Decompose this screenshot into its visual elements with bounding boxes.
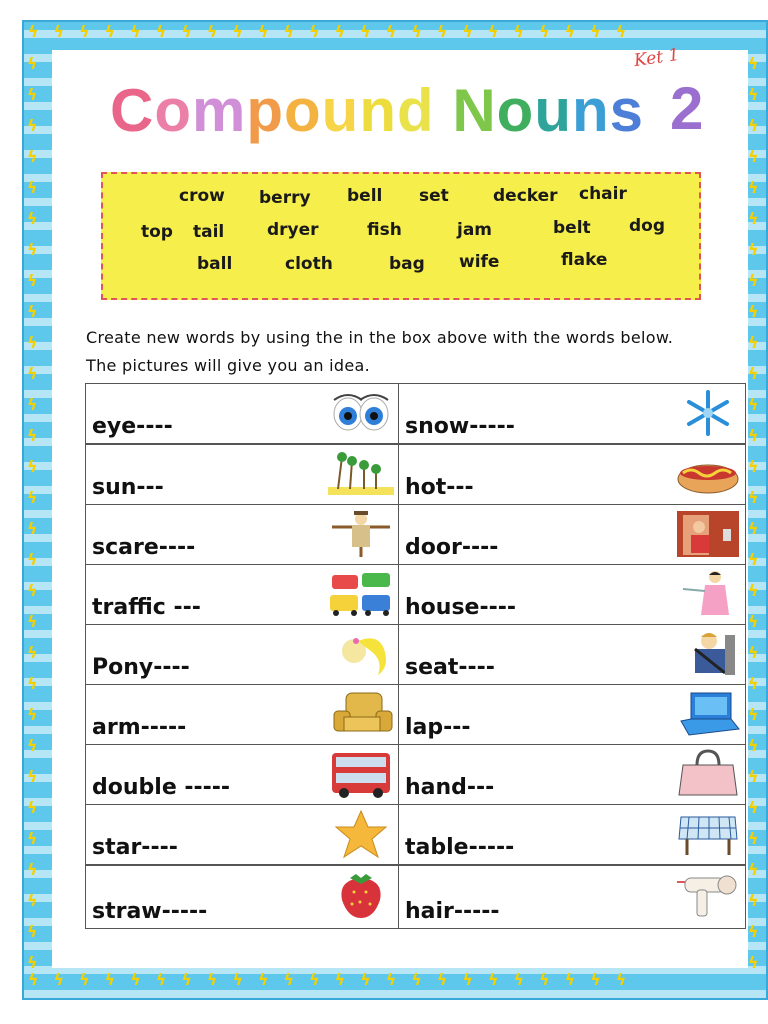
title-letter: N — [452, 77, 497, 144]
title-letter: u — [321, 77, 360, 144]
grid-cell-left — [85, 684, 399, 745]
hairdryer-icon — [675, 870, 741, 920]
grid-cell-left — [85, 624, 399, 685]
word-box-word: wife — [459, 252, 500, 272]
seatbelt-icon — [675, 629, 741, 679]
word-stem: double ----- — [92, 775, 231, 800]
word-box-word: ball — [197, 254, 233, 274]
grid-cell-right — [398, 504, 746, 565]
word-box-word: belt — [553, 218, 591, 238]
grid-cell-left — [85, 744, 399, 805]
word-box-word: bell — [347, 186, 383, 206]
word-stem: straw----- — [92, 899, 208, 924]
doorbell-icon — [675, 509, 741, 559]
title-letter: n — [571, 77, 610, 144]
starfish-icon — [328, 809, 394, 859]
word-stem: lap--- — [405, 715, 471, 740]
page-title — [110, 76, 644, 145]
grid-cell-left — [85, 564, 399, 625]
palm-beach-icon — [328, 449, 394, 499]
compound-word-grid — [85, 383, 746, 929]
grid-cell-left — [85, 383, 399, 444]
grid-cell-right — [398, 684, 746, 745]
word-stem: door---- — [405, 535, 499, 560]
grid-cell-right — [398, 804, 746, 865]
title-letter: n — [359, 77, 397, 144]
title-letter: u — [534, 77, 572, 144]
word-stem: sun--- — [92, 475, 164, 500]
word-box-word: cloth — [285, 254, 333, 274]
word-box-word: dog — [629, 216, 666, 236]
eyes-icon — [328, 388, 394, 438]
grid-cell-left — [85, 865, 399, 929]
lightning-bolts-top: ϟϟϟϟϟϟϟϟϟϟϟϟϟϟϟϟϟϟϟϟϟϟϟϟ — [28, 24, 642, 41]
word-stem: seat---- — [405, 655, 495, 680]
lightning-bolts-bottom: ϟϟϟϟϟϟϟϟϟϟϟϟϟϟϟϟϟϟϟϟϟϟϟϟ — [28, 972, 642, 989]
word-box-word: jam — [457, 220, 493, 240]
ponytail-icon — [328, 629, 394, 679]
title-letter: o — [154, 77, 192, 144]
word-stem: table----- — [405, 835, 515, 860]
title-letter: p — [246, 77, 285, 144]
hotdog-icon — [675, 449, 741, 499]
housewife-icon — [675, 569, 741, 619]
scarecrow-icon — [328, 509, 394, 559]
word-stem: house---- — [405, 595, 516, 620]
word-box-word: flake — [561, 250, 608, 270]
title-letter: d — [396, 77, 435, 144]
word-stem: traffic --- — [92, 595, 201, 620]
traffic-jam-icon — [328, 569, 394, 619]
title-letter: C — [110, 77, 155, 144]
word-box-word: set — [419, 186, 449, 206]
grid-cell-left — [85, 444, 399, 505]
armchair-icon — [328, 689, 394, 739]
grid-cell-left — [85, 804, 399, 865]
word-stem: star---- — [92, 835, 178, 860]
word-box-word: chair — [579, 184, 627, 204]
lightning-bolts-left: ϟϟϟϟϟϟϟϟϟϟϟϟϟϟϟϟϟϟϟϟϟϟϟϟϟϟϟϟϟϟ — [27, 54, 38, 968]
strawberry-icon — [328, 870, 394, 920]
handwritten-note: Ket 1 — [632, 44, 681, 72]
word-stem: hand--- — [405, 775, 495, 800]
word-stem: arm----- — [92, 715, 187, 740]
grid-cell-right — [398, 564, 746, 625]
grid-cell-right — [398, 744, 746, 805]
word-box-word: crow — [179, 186, 225, 206]
title-letter: m — [192, 77, 247, 144]
word-stem: hot--- — [405, 475, 474, 500]
double-decker-bus-icon — [328, 749, 394, 799]
word-box-word: berry — [259, 188, 311, 208]
word-box-word: tail — [193, 222, 225, 242]
title-letter: o — [496, 77, 535, 144]
word-box-word: decker — [493, 186, 558, 206]
title-letter: o — [284, 77, 322, 144]
grid-cell-right — [398, 383, 746, 444]
word-box-word: top — [141, 222, 173, 242]
lightning-bolts-right: ϟϟϟϟϟϟϟϟϟϟϟϟϟϟϟϟϟϟϟϟϟϟϟϟϟϟϟϟϟϟ — [748, 54, 759, 968]
laptop-icon — [675, 689, 741, 739]
word-box — [101, 172, 701, 300]
word-stem: hair----- — [405, 899, 500, 924]
grid-cell-right — [398, 865, 746, 929]
word-stem: scare---- — [92, 535, 196, 560]
grid-cell-left — [85, 504, 399, 565]
grid-cell-right — [398, 444, 746, 505]
word-box-word: bag — [389, 254, 425, 274]
grid-cell-right — [398, 624, 746, 685]
title-letter: s — [609, 77, 644, 144]
tablecloth-icon — [675, 809, 741, 859]
word-stem: snow----- — [405, 414, 515, 439]
snowflake-icon — [675, 388, 741, 438]
word-stem: eye---- — [92, 414, 173, 439]
word-box-word: dryer — [267, 220, 319, 240]
word-box-word: fish — [367, 220, 402, 240]
title-number: 2 — [670, 75, 704, 142]
title-letter — [435, 76, 453, 145]
handbag-icon — [675, 749, 741, 799]
instructions-text: Create new words by using the in the box above with the words below. The pictures will give you an idea. — [86, 328, 674, 375]
word-stem: Pony---- — [92, 655, 190, 680]
